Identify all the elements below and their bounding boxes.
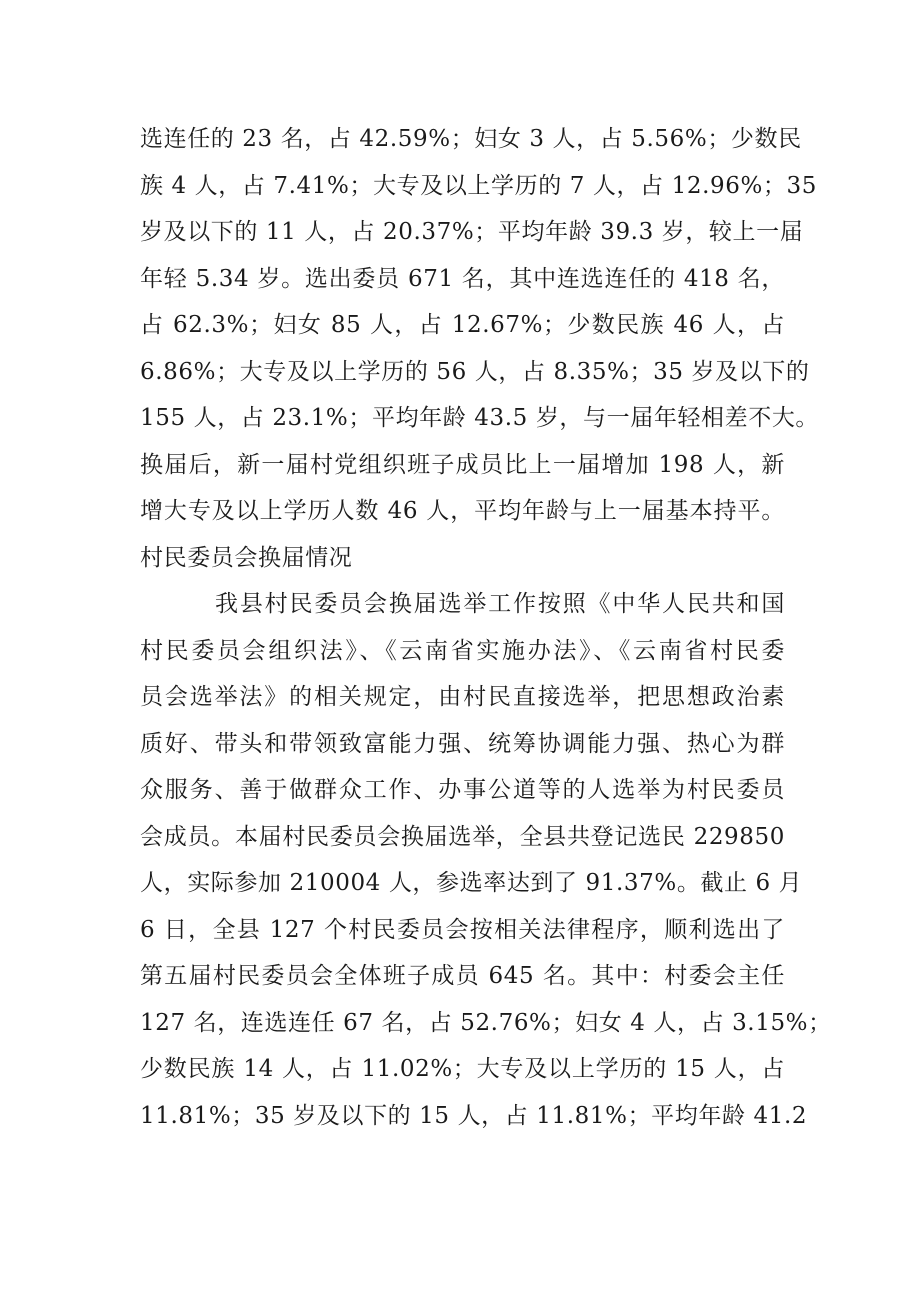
text-line: 年轻 5.34 岁。选出委员 671 名，其中连选连任的 418 名， — [140, 265, 785, 292]
text-line: 占 62.3%；妇女 85 人，占 12.67%；少数民族 46 人，占 — [140, 312, 785, 338]
text-line: 众服务、善于做群众工作、办事公道等的人选举为村民委员 — [140, 777, 785, 803]
text-line: 选连任的 23 名，占 42.59%；妇女 3 人，占 5.56%；少数民 — [140, 126, 802, 152]
text-line: 村民委员会组织法》、《云南省实施办法》、《云南省村民委 — [140, 637, 785, 664]
text-line: 员会选举法》的相关规定，由村民直接选举，把思想政治素 — [140, 684, 785, 710]
text-line: 岁及以下的 11 人，占 20.37%；平均年龄 39.3 岁，较上一届 — [140, 219, 804, 245]
text-line: 换届后，新一届村党组织班子成员比上一届增加 198 人，新 — [140, 451, 785, 478]
text-line: 127 名，连选连任 67 名，占 52.76%；妇女 4 人，占 3.15%； — [140, 1009, 832, 1036]
section-heading: 村民委员会换届情况 — [140, 544, 353, 571]
text-line: 族 4 人，占 7.41%；大专及以上学历的 7 人，占 12.96%；35 — [140, 172, 817, 199]
text-line: 质好、带头和带领致富能力强、统筹协调能力强、热心为群 — [140, 730, 785, 757]
text-line: 会成员。本届村民委员会换届选举，全县共登记选民 229850 — [140, 823, 785, 850]
text-line: 155 人，占 23.1%；平均年龄 43.5 岁，与一届年轻相差不大。 — [140, 405, 820, 431]
text-line: 增大专及以上学历人数 46 人，平均年龄与上一届基本持平。 — [140, 498, 785, 524]
text-line: 6 日，全县 127 个村民委员会按相关法律程序，顺利选出了 — [140, 916, 785, 943]
paragraph-first-line: 我县村民委员会换届选举工作按照《中华人民共和国 — [215, 591, 785, 617]
text-line: 6.86%；大专及以上学历的 56 人，占 8.35%；35 岁及以下的 — [140, 358, 810, 385]
text-line: 第五届村民委员会全体班子成员 645 名。其中：村委会主任 — [140, 963, 785, 989]
text-line: 少数民族 14 人，占 11.02%；大专及以上学历的 15 人，占 — [140, 1056, 785, 1082]
text-line: 11.81%；35 岁及以下的 15 人，占 11.81%；平均年龄 41.2 — [140, 1102, 808, 1129]
text-line: 人，实际参加 210004 人，参选率达到了 91.37%。截止 6 月 — [140, 870, 803, 896]
body-text — [140, 116, 832, 1139]
